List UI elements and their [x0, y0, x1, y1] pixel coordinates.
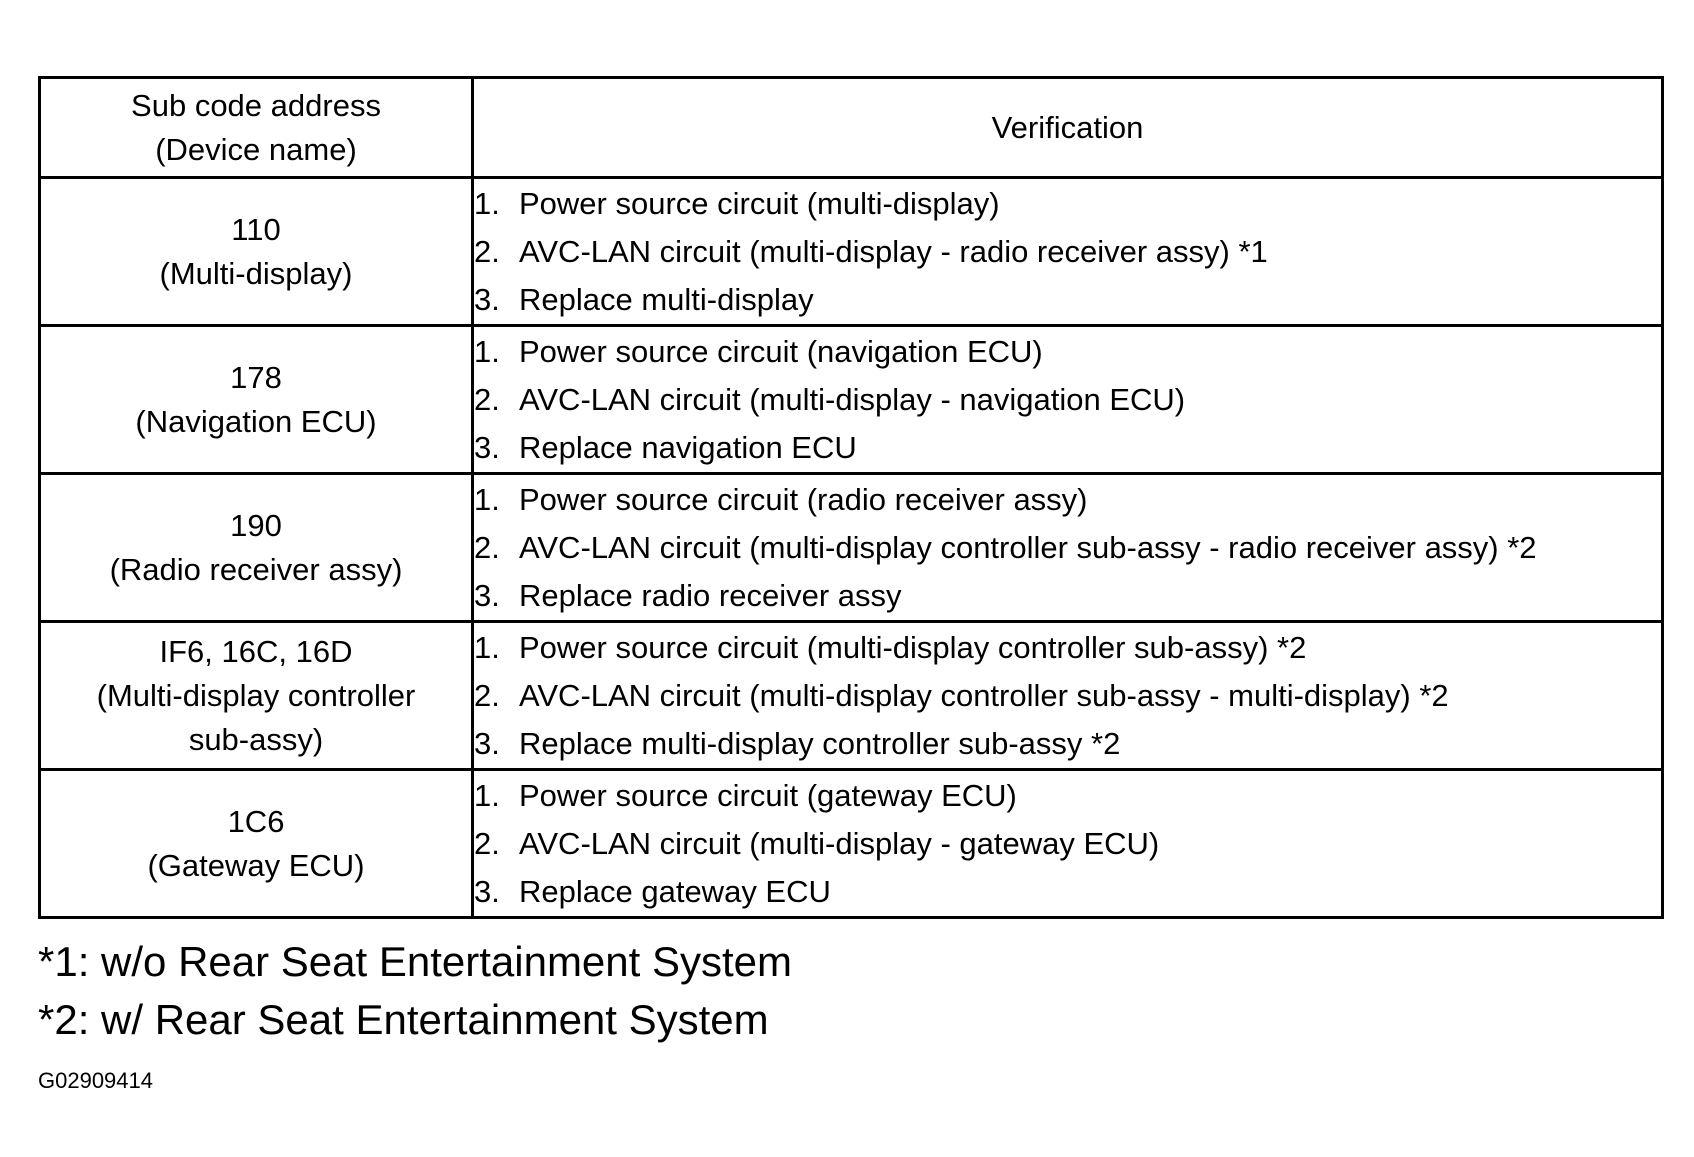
step-text: Power source circuit (radio receiver assy): [519, 481, 1088, 517]
step-number: 2.: [474, 233, 500, 269]
step-text: AVC-LAN circuit (multi-display - gateway ECU): [519, 825, 1160, 861]
step-number: 1.: [474, 185, 500, 221]
sub-code-address: 178: [230, 359, 282, 395]
figure-code: G02909414: [38, 1068, 153, 1093]
sub-code-address: 110: [231, 211, 281, 247]
table-row: [40, 474, 1663, 622]
step-text: Replace multi-display controller sub-assy *2: [519, 725, 1121, 761]
device-name: (Gateway ECU): [147, 847, 365, 883]
sub-code-cell: [40, 770, 473, 918]
verification-step: [474, 820, 1661, 868]
table-row: [40, 326, 1663, 474]
step-text: Replace navigation ECU: [519, 429, 857, 465]
step-number: 1.: [474, 333, 500, 369]
device-name: (Navigation ECU): [135, 403, 377, 439]
step-text: Replace gateway ECU: [519, 873, 831, 909]
step-number: 2.: [474, 825, 500, 861]
step-text: AVC-LAN circuit (multi-display controller sub-assy - multi-display) *2: [519, 677, 1449, 713]
header-sub-code-address: [40, 78, 473, 178]
verification-step: [474, 524, 1661, 572]
step-number: 2.: [474, 381, 500, 417]
step-text: Power source circuit (navigation ECU): [519, 333, 1043, 369]
step-number: 1.: [474, 777, 500, 813]
table-row: [40, 178, 1663, 326]
verification-step: [474, 572, 1661, 620]
step-number: 3.: [474, 725, 500, 761]
step-number: 3.: [474, 873, 500, 909]
step-text: Replace multi-display: [519, 281, 814, 317]
step-text: AVC-LAN circuit (multi-display - radio receiver assy) *1: [519, 233, 1268, 269]
device-name: (Multi-display controller: [96, 677, 416, 713]
verification-step: [474, 672, 1661, 720]
step-number: 3.: [474, 429, 500, 465]
verification-cell: [473, 326, 1663, 474]
verification-cell: [473, 770, 1663, 918]
verification-step: [474, 424, 1661, 472]
verification-step: [474, 328, 1661, 376]
verification-step: [474, 868, 1661, 916]
sub-code-cell: [40, 178, 473, 326]
verification-step: [474, 180, 1661, 228]
sub-code-cell: [40, 474, 473, 622]
step-number: 3.: [474, 281, 500, 317]
step-number: 3.: [474, 577, 500, 613]
step-text: Power source circuit (multi-display controller sub-assy) *2: [519, 629, 1307, 665]
verification-cell: [473, 178, 1663, 326]
sub-code-address: IF6, 16C, 16D: [159, 633, 353, 669]
sub-code-cell: [40, 622, 473, 770]
step-number: 1.: [474, 481, 500, 517]
sub-code-cell: [40, 326, 473, 474]
table-row: [40, 770, 1663, 918]
step-number: 2.: [474, 529, 500, 565]
verification-cell: [473, 474, 1663, 622]
verification-cell: [473, 622, 1663, 770]
sub-code-address: 1C6: [227, 803, 285, 839]
step-number: 1.: [474, 629, 500, 665]
step-number: 2.: [474, 677, 500, 713]
step-text: AVC-LAN circuit (multi-display controller sub-assy - radio receiver assy) *2: [519, 529, 1537, 565]
header-sub-code-label: Sub code address: [131, 87, 381, 123]
sub-code-address: 190: [230, 507, 282, 543]
sub-code-verification-table: [38, 76, 1664, 919]
step-text: Power source circuit (multi-display): [519, 185, 1000, 221]
device-name: sub-assy): [188, 721, 324, 757]
footnote-1: *1: w/o Rear Seat Entertainment System: [38, 938, 793, 985]
verification-step: [474, 476, 1661, 524]
step-text: Replace radio receiver assy: [519, 577, 902, 613]
step-text: AVC-LAN circuit (multi-display - navigation ECU): [519, 381, 1186, 417]
verification-step: [474, 376, 1661, 424]
step-text: Power source circuit (gateway ECU): [519, 777, 1017, 813]
table-body: [40, 178, 1663, 918]
table-header-row: [40, 78, 1663, 178]
verification-step: [474, 772, 1661, 820]
device-name: (Multi-display): [159, 255, 353, 291]
verification-step: [474, 228, 1661, 276]
header-device-name-label: (Device name): [155, 131, 357, 167]
verification-step: [474, 276, 1661, 324]
verification-step: [474, 720, 1661, 768]
header-verification: Verification: [473, 78, 1663, 178]
verification-step: [474, 624, 1661, 672]
table-row: [40, 622, 1663, 770]
device-name: (Radio receiver assy): [109, 551, 403, 587]
footnote-2: *2: w/ Rear Seat Entertainment System: [38, 996, 769, 1043]
